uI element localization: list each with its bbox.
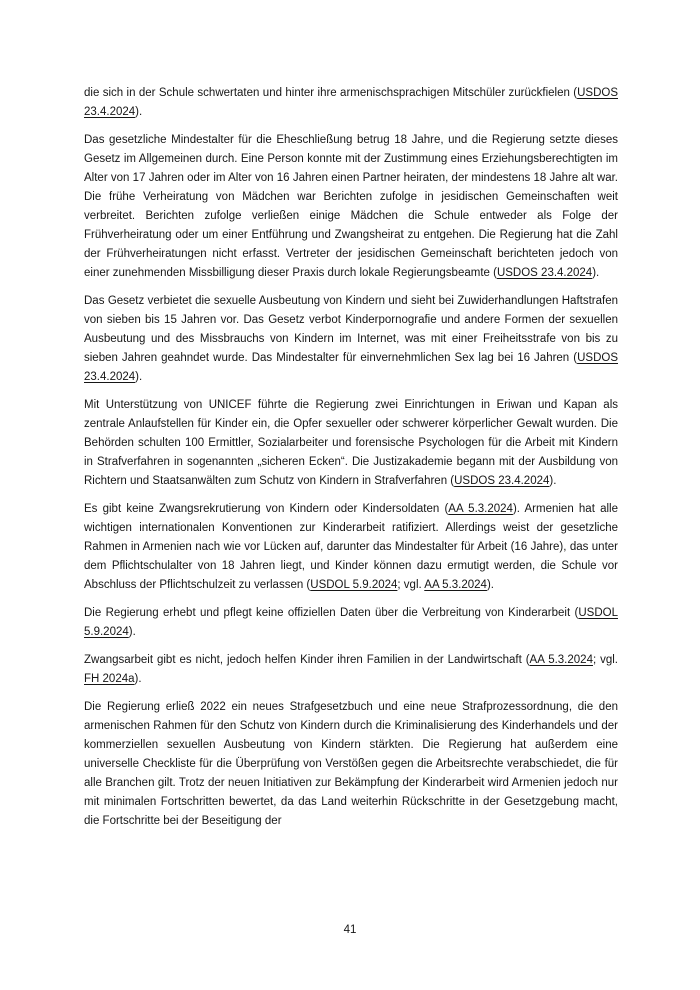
paragraph xyxy=(84,604,618,642)
citation-link[interactable]: USDOS 23.4.2024 xyxy=(84,87,618,118)
text-segment: ; vgl. xyxy=(397,579,425,591)
text-segment: ). xyxy=(128,626,136,638)
text-segment: Zwangsarbeit gibt es nicht, jedoch helfen Kinder ihren Familien in der Landwirtschaft ( xyxy=(84,654,530,666)
citation-link[interactable]: AA 5.3.2024 xyxy=(529,654,593,666)
citation-link[interactable]: USDOS 23.4.2024 xyxy=(496,267,593,279)
paragraph xyxy=(84,500,618,595)
citation-link[interactable]: AA 5.3.2024 xyxy=(424,579,487,591)
citation-link[interactable]: FH 2024a xyxy=(84,673,135,685)
paragraph xyxy=(84,131,618,283)
text-segment: ). Armenien hat alle wichtigen internationalen Konventionen zur Kinderarbeit ratifiziert. Allerdings weist der gesetzliche Rahmen in Armenien nach wie vor Lücken auf, darunter das Mindestalter für Arbeit (16 Jahre), das unter dem Pflichtschulalter von 18 Jahren liegt, und Kinder können dazu ermutigt werden, die Schule vor Abschluss der Pflichtschulzeit zu verlassen ( xyxy=(84,503,618,591)
paragraph xyxy=(84,396,618,491)
citation-link[interactable]: USDOS 23.4.2024 xyxy=(454,475,550,487)
citation-link[interactable]: USDOL 5.9.2024 xyxy=(84,607,618,638)
citation-link[interactable]: USDOS 23.4.2024 xyxy=(84,352,618,383)
text-segment: Die Regierung erließ 2022 ein neues Strafgesetzbuch und eine neue Strafprozessordnung, die den armenischen Rahmen für den Schutz von Kindern durch die Kriminalisierung des Kinderhandels und der kommerziellen sexuellen Ausbeutung von Kindern stärkten. Die Regierung hat außerdem eine universelle Checkliste für die Überprüfung von Verstößen gegen die Arbeitsrechte verabschiedet, die für alle Branchen gilt. Trotz der neuen Initiativen zur Bekämpfung der Kinderarbeit wird Armenien jedoch nur mit minimalen Fortschritten bewertet, da das Land weiterhin Rückschritte in der Gesetzgebung macht, die Fortschritte bei der Beseitigung der xyxy=(84,701,618,827)
text-segment: ). xyxy=(592,267,600,279)
document-body xyxy=(84,84,618,831)
text-segment: Mit Unterstützung von UNICEF führte die Regierung zwei Einrichtungen in Eriwan und Kapan als zentrale Anlaufstellen für Kinder ein, die Opfer sexueller oder schwerer körperlicher Gewalt wurden. Die Behörden schulten 100 Ermittler, Sozialarbeiter und forensische Psychologen für die Arbeit mit Kindern in Strafverfahren in sogenannten „sicheren Ecken“. Die Justizakademie begann mit der Ausbildung von Richtern und Staatsanwälten zum Schutz von Kindern in Strafverfahren ( xyxy=(84,399,618,487)
text-segment: ). xyxy=(549,475,557,487)
text-segment: Die Regierung erhebt und pflegt keine offiziellen Daten über die Verbreitung von Kinderarbeit ( xyxy=(84,607,579,619)
paragraph xyxy=(84,698,618,831)
text-segment: ). xyxy=(135,106,143,118)
paragraph xyxy=(84,292,618,387)
text-segment: die sich in der Schule schwertaten und hinter ihre armenischsprachigen Mitschüler zurückfielen ( xyxy=(84,87,578,99)
text-segment: ). xyxy=(135,371,143,383)
paragraph xyxy=(84,84,618,122)
text-segment: ; vgl. xyxy=(592,654,619,666)
text-segment: Es gibt keine Zwangsrekrutierung von Kindern oder Kindersoldaten ( xyxy=(84,503,449,515)
citation-link[interactable]: AA 5.3.2024 xyxy=(448,503,513,515)
citation-link[interactable]: USDOL 5.9.2024 xyxy=(310,579,398,591)
text-segment: ). xyxy=(134,673,142,685)
text-segment: ). xyxy=(486,579,494,591)
paragraph xyxy=(84,651,618,689)
text-segment: Das gesetzliche Mindestalter für die Eheschließung betrug 18 Jahre, und die Regierung setzte dieses Gesetz im Allgemeinen durch. Eine Person konnte mit der Zustimmung eines Erziehungsberechtigten im Alter von 17 Jahren oder im Alter von 16 Jahren einen Partner heiraten, der mindestens 18 Jahre alt war. Die frühe Verheiratung von Mädchen war Berichten zufolge in jesidischen Gemeinschaften weit verbreitet. Berichten zufolge verließen einige Mädchen die Schule entweder als Folge der Frühverheiratung oder um einer Entführung und Zwangsheirat zu entgehen. Die Regierung hat die Zahl der Frühverheiratungen nicht erfasst. Vertreter der jesidischen Gemeinschaft berichteten jedoch von einer zunehmenden Missbilligung dieser Praxis durch lokale Regierungsbeamte ( xyxy=(84,134,618,279)
text-segment: Das Gesetz verbietet die sexuelle Ausbeutung von Kindern und sieht bei Zuwiderhandlungen Haftstrafen von sieben bis 15 Jahren vor. Das Gesetz verbot Kinderpornografie und andere Formen der sexuellen Ausbeutung und des Missbrauchs von Kindern im Internet, was mit einer Freiheitsstrafe von bis zu sieben Jahren geahndet wurde. Das Mindestalter für einvernehmlichen Sex lag bei 16 Jahren ( xyxy=(84,295,618,364)
page-number: 41 xyxy=(343,924,357,936)
